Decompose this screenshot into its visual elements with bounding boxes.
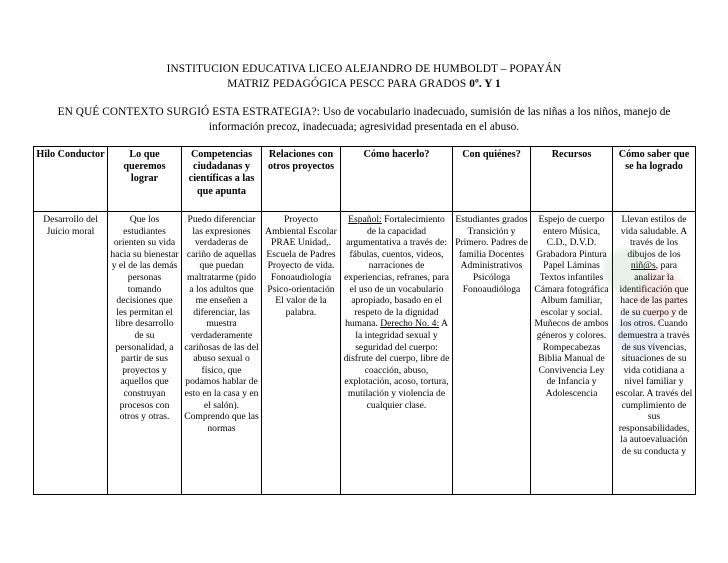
table-header-row	[34, 147, 696, 212]
cell-con-quienes	[453, 212, 531, 495]
text-segment: Llevan estilos de vida saludable. A través de los dibujos de los	[620, 214, 688, 260]
cell-text: Desarrollo del Juicio moral	[43, 214, 98, 237]
institution-title: INSTITUCION EDUCATIVA LICEO ALEJANDRO DE HUMBOLDT – POPAYÁN	[166, 63, 562, 75]
column-header-como-saber: Cómo saber que se ha logrado	[613, 147, 696, 212]
text-segment: Fortalecimiento de la capacidad argumentativa a través de: fábulas, cuentos, videos, narraciones de experiencias, refranes, para el uso de un vocabulario apropiado, basado en el respeto de la dignidad humana.	[344, 214, 449, 330]
column-header-con-quienes: Con quiénes?	[453, 147, 531, 212]
text-segment: , para analizar la identificación que hace de las partes de su cuerpo y de los otros. Cuando demuestra a través de sus vivencias, situaciones de su vida cotidiana a nivel familiar y escolar. A través del cumplimiento de sus responsabilidades, la autoevaluación de su conducta y	[615, 260, 693, 457]
column-header-relaciones: Relaciones con otros proyectos	[262, 147, 341, 212]
cell-text: Que los estudiantes orienten su vida hacia su bienestar y el de las demás personas tomando decisiones que les permitan el libre desarrollo de su personalidad, a partir de sus proyectos y aquellos que construyan procesos con otros y otras.	[110, 214, 179, 423]
matrix-subtitle-prefix: MATRIZ PEDAGÓGICA PESCC PARA GRADOS	[227, 78, 470, 90]
column-header-recursos: Recursos	[531, 147, 613, 212]
table-row	[34, 212, 696, 495]
column-header-hilo-conductor: Hilo Conductor	[34, 147, 108, 212]
context-question: EN QUÉ CONTEXTO SURGIÓ ESTA ESTRATEGIA?	[57, 106, 317, 118]
column-header-competencias: Competencias ciudadanas y científicas a las que apunta	[182, 147, 262, 212]
cell-lo-que-queremos-lograr	[108, 212, 182, 495]
underlined-text-segment: niñ@s	[630, 260, 656, 272]
context-paragraph	[0, 105, 728, 135]
underlined-text-segment: Derecho No. 4:	[380, 318, 440, 330]
cell-text: Espejo de cuerpo entero Música, C.D., D.V.D. Grabadora Pintura Papel Láminas Textos infantiles Cámara fotográfica Album familiar, escolar y social. Muñecos de ambos géneros y colores. Rompecabezas Biblia Manual de Convivencia Ley de Infancia y Adolescencia	[534, 214, 609, 399]
column-header-lo-que-queremos-lograr: Lo que queremos lograr	[108, 147, 182, 212]
cell-relaciones	[262, 212, 341, 495]
matrix-subtitle-grades: 0º. Y 1	[469, 78, 501, 90]
cell-rich-text	[615, 214, 693, 457]
cell-text: Estudiantes grados Transición y Primero. Padres de familia Docentes Administrativos Psicóloga Fonoaudióloga	[455, 214, 528, 295]
cell-text: Proyecto Ambiental Escolar PRAE Unidad,. Escuela de Padres Proyecto de vida. Fonoaudiología Psico-orientación El valor de la palabra.	[265, 214, 337, 318]
cell-como-hacerlo	[341, 212, 453, 495]
context-answer: : Uso de vocabulario inadecuado, sumisión de las niñas a los niños, manejo de información precoz, inadecuada; agresividad presentada en el abuso.	[208, 106, 671, 133]
text-segment: A la integridad sexual y seguridad del cuerpo: disfrute del cuerpo, libre de coacción, abuso, explotación, acoso, tortura, mutilación y violencia de cualquier clase.	[343, 318, 450, 411]
matrix-subtitle	[0, 77, 728, 92]
cell-text: Puedo diferenciar las expresiones verdaderas de cariño de aquellas que puedan maltratarme (pido a los adultos que me enseñen a diferenciar, las muestra verdaderamente cariñosas de las del abuso sexual o físico, que podamos hablar de esto en la casa y en el salón). Comprendo que las normas	[184, 214, 259, 434]
column-header-como-hacerlo: Cómo hacerlo?	[341, 147, 453, 212]
pedagogical-matrix-table	[33, 146, 696, 495]
matrix-table-container	[0, 146, 728, 495]
cell-recursos	[531, 212, 613, 495]
cell-rich-text	[343, 214, 450, 411]
document-header	[0, 0, 728, 92]
cell-como-saber	[613, 212, 696, 495]
cell-competencias	[182, 212, 262, 495]
cell-hilo-conductor	[34, 212, 108, 495]
underlined-text-segment: Español:	[348, 214, 382, 225]
